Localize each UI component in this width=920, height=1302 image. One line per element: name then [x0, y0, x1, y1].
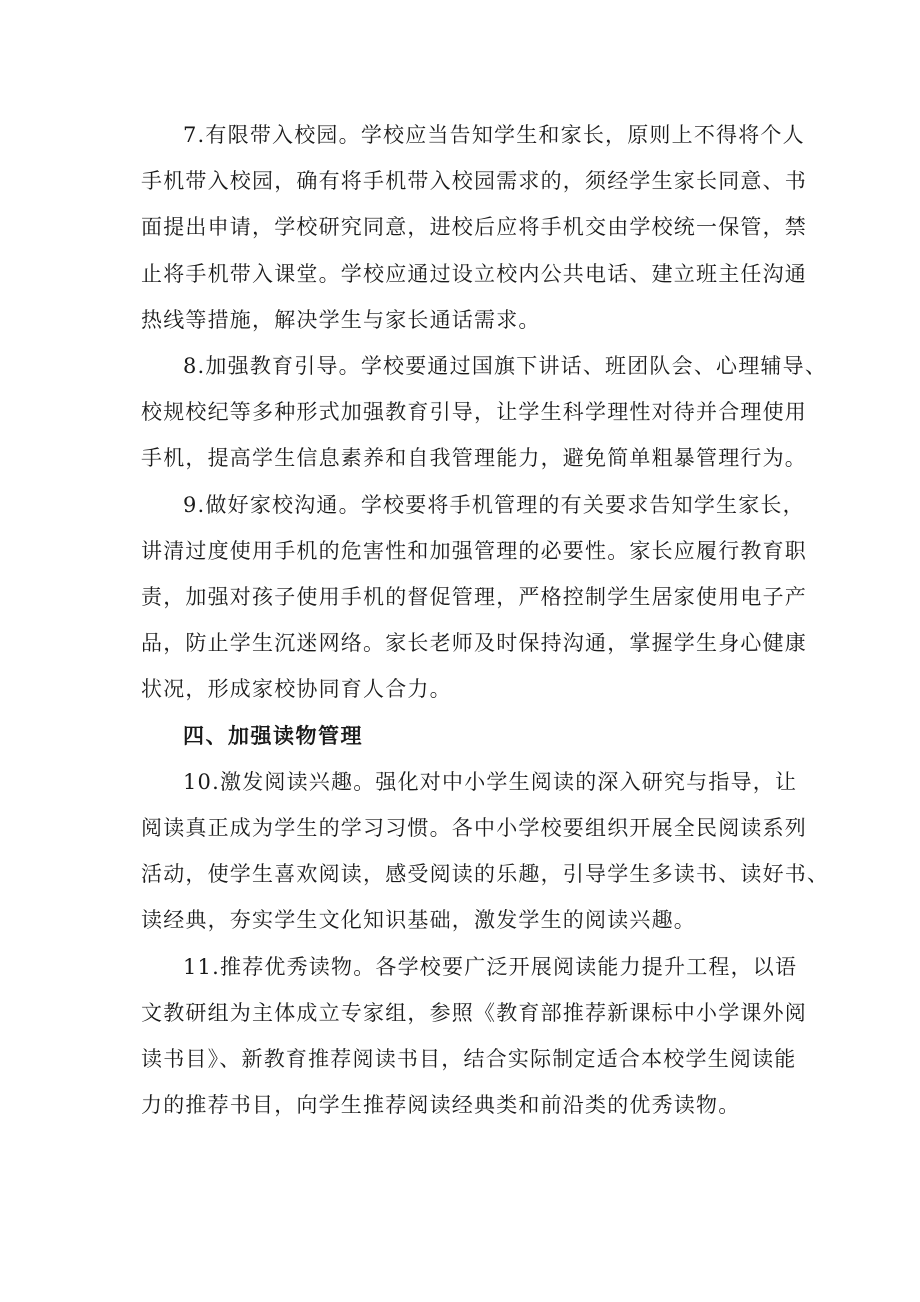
paragraph-line: 热线等措施，解决学生与家长通话需求。 — [141, 307, 541, 332]
paragraph-line: 讲清过度使用手机的危害性和加强管理的必要性。家长应履行教育职 — [141, 538, 807, 563]
paragraph-line: 9.做好家校沟通。学校要将手机管理的有关要求告知学生家长， — [183, 492, 805, 517]
paragraph-line: 10.激发阅读兴趣。强化对中小学生阅读的深入研究与指导，让 — [183, 769, 798, 794]
document-page — [141, 112, 830, 1128]
paragraph-line: 文教研组为主体成立专家组，参照《教育部推荐新课标中小学课外阅 — [141, 1000, 807, 1025]
paragraph-line: 力的推荐书目，向学生推荐阅读经典类和前沿类的优秀读物。 — [141, 1093, 741, 1118]
paragraph-line: 止将手机带入课堂。学校应通过设立校内公共电话、建立班主任沟通 — [141, 261, 807, 286]
paragraph-line: 11.推荐优秀读物。各学校要广泛开展阅读能力提升工程，以语 — [183, 954, 798, 979]
paragraph-line: 手机带入校园，确有将手机带入校园需求的，须经学生家长同意、书 — [141, 169, 807, 194]
paragraph-line: 活动，使学生喜欢阅读，感受阅读的乐趣，引导学生多读书、读好书、 — [141, 862, 830, 887]
paragraph-line: 责，加强对孩子使用手机的督促管理，严格控制学生居家使用电子产 — [141, 585, 807, 610]
paragraph-line: 状况，形成家校协同育人合力。 — [141, 677, 452, 702]
paragraph-line: 8.加强教育引导。学校要通过国旗下讲话、班团队会、心理辅导、 — [183, 354, 828, 379]
paragraph-11 — [141, 944, 807, 1129]
paragraph-line: 读经典，夯实学生文化知识基础，激发学生的阅读兴趣。 — [141, 908, 696, 933]
paragraph-10 — [141, 759, 830, 944]
paragraph-line: 校规校纪等多种形式加强教育引导，让学生科学理性对待并合理使用 — [141, 400, 807, 425]
paragraph-line: 面提出申请，学校研究同意，进校后应将手机交由学校统一保管，禁 — [141, 215, 807, 240]
paragraph-7 — [141, 112, 807, 343]
paragraph-line: 读书目》、新教育推荐阅读书目，结合实际制定适合本校学生阅读能 — [141, 1047, 797, 1072]
paragraph-line: 手机，提高学生信息素养和自我管理能力，避免简单粗暴管理行为。 — [141, 446, 807, 471]
paragraph-line: 阅读真正成为学生的学习习惯。各中小学校要组织开展全民阅读系列 — [141, 816, 807, 841]
section-heading: 四、加强读物管理 — [183, 722, 363, 748]
paragraph-9 — [141, 482, 807, 713]
paragraph-line: 品，防止学生沉迷网络。家长老师及时保持沟通，掌握学生身心健康 — [141, 631, 807, 656]
paragraph-line: 7.有限带入校园。学校应当告知学生和家长，原则上不得将个人 — [183, 123, 805, 147]
paragraph-8 — [141, 343, 828, 482]
